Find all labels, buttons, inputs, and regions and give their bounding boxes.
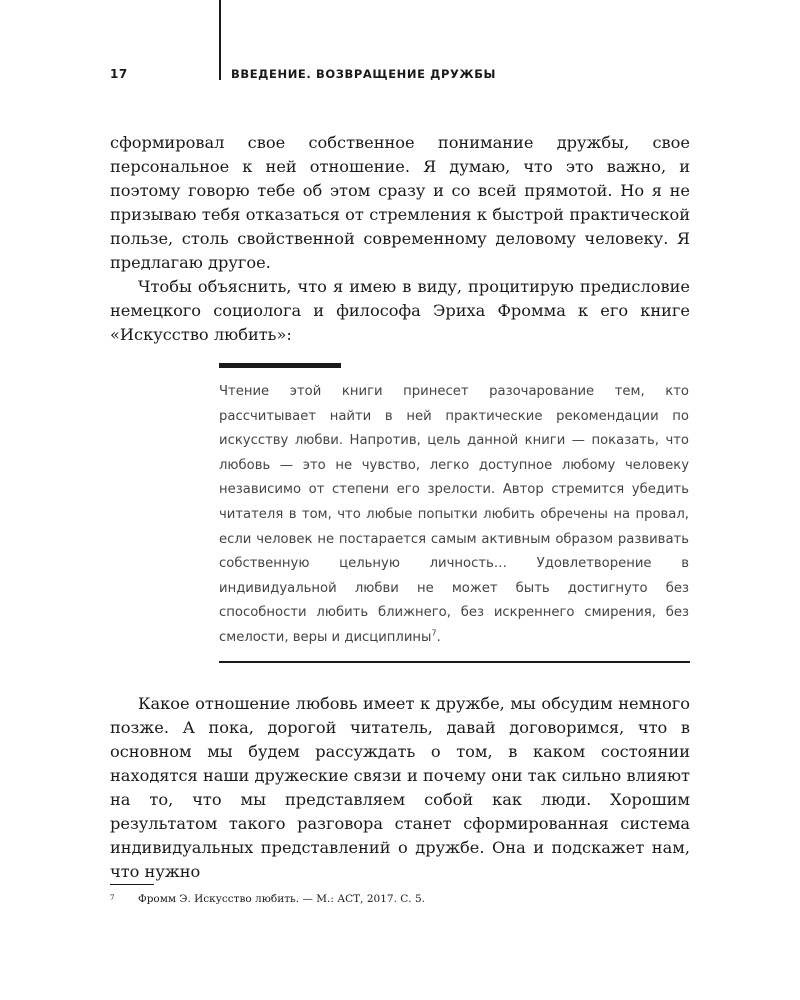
body-text-bottom — [110, 692, 690, 884]
footnote-text: Фромм Э. Искусство любить. — М.: АСТ, 2017. С. 5. — [138, 893, 425, 905]
header-vertical-rule — [219, 0, 221, 80]
body-text-top — [110, 131, 690, 347]
paragraph: Какое отношение любовь имеет к дружбе, мы обсудим немного позже. А пока, дорогой читатель, давай договоримся, что в основном мы будем рассуждать о том, в каком состоянии находятся наши дружеские связи и почему они так сильно влияют на то, что мы представляем собой как люди. Хорошим результатом такого разговора станет сформированная система индивидуальных представлений о дружбе. Она и подскажет нам, что нужно — [110, 694, 690, 881]
paragraph: Чтобы объяснить, что я имею в виду, процитирую предисловие немецкого социолога и философа Эриха Фромма к его книге «Искусство любить»: — [110, 277, 690, 344]
page-number: 17 — [110, 67, 128, 81]
quote-top-bar — [219, 363, 341, 368]
quote-bottom-rule — [219, 661, 690, 663]
block-quote — [219, 380, 689, 651]
footnote-separator — [110, 884, 154, 885]
paragraph: сформировал свое собственное понимание дружбы, свое персональное к ней отношение. Я думаю, что это важно, и поэтому говорю тебе об этом сразу и со всей прямотой. Но я не призываю тебя отказаться от стремления к быстрой практической пользе, столь свойственной современному деловому человеку. Я предлагаю другое. — [110, 133, 690, 272]
quote-end-punct: . — [436, 629, 441, 645]
quote-text: Чтение этой книги принесет разочарование тем, кто рассчитывает найти в ней практические рекомендации по искусству любви. Напротив, цель данной книги — показать, что любовь — это не чувство, легко доступное любому человеку независимо от степени его зрелости. Автор стремится убедить читателя в том, что любые попытки любить обречены на провал, если человек не постарается самым активным образом развивать собственную цельную личность… Удовлетворение в индивидуальной любви не может быть достигнуто без способности любить ближнего, без искреннего смирения, без смелости, веры и дисциплины — [219, 384, 689, 645]
footnote-mark: 7 — [110, 894, 115, 902]
running-head: ВВЕДЕНИЕ. ВОЗВРАЩЕНИЕ ДРУЖБЫ — [231, 67, 497, 81]
footnote-reference[interactable]: 7 — [431, 628, 437, 638]
